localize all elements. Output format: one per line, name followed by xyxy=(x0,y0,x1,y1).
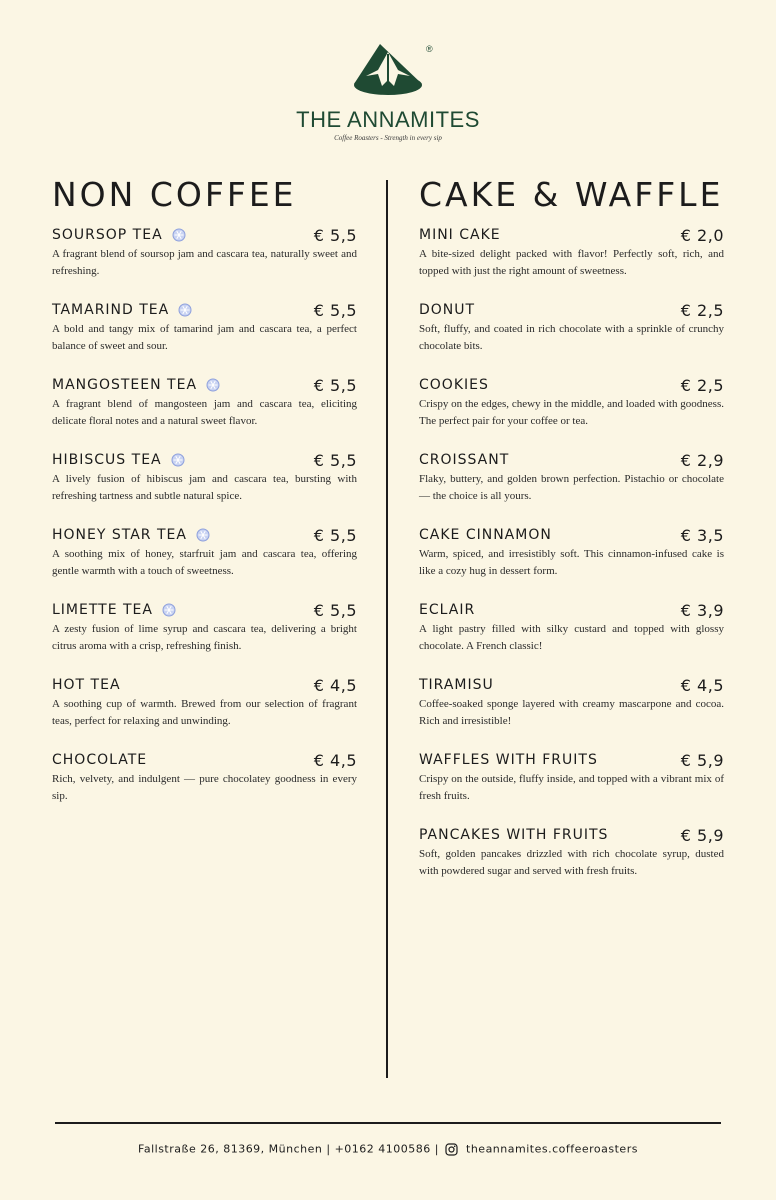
menu-item-description: Soft, fluffy, and coated in rich chocolate with a sprinkle of crunchy chocolate bits. xyxy=(419,323,724,352)
menu-item-header xyxy=(419,300,724,320)
menu-item-name-text: COOKIES xyxy=(419,377,489,393)
menu-item-header xyxy=(52,375,357,395)
menu-item-header xyxy=(419,750,724,770)
menu-item xyxy=(419,600,724,675)
menu-item-price: € 5,5 xyxy=(313,450,357,470)
menu-item-name xyxy=(52,527,210,543)
footer-address: Fallstraße 26, 81369, München xyxy=(138,1142,323,1156)
menu-list xyxy=(419,225,724,900)
menu-item-price: € 2,5 xyxy=(680,375,724,395)
menu-item-header xyxy=(52,675,357,695)
menu-item-name xyxy=(419,452,509,468)
menu-item-name xyxy=(52,377,220,393)
menu-item xyxy=(419,750,724,825)
menu-item-header xyxy=(419,375,724,395)
menu-item-description: Crispy on the outside, fluffy inside, and topped with a vibrant mix of fresh fruits. xyxy=(419,773,724,802)
menu-item-description: A soothing mix of honey, starfruit jam and cascara tea, offering gentle warmth with a touch of sweetness. xyxy=(52,548,357,577)
menu-item-name xyxy=(419,302,475,318)
menu-item-name-text: MANGOSTEEN TEA xyxy=(52,377,198,393)
menu-item-description: Flaky, buttery, and golden brown perfection. Pistachio or chocolate — the choice is all yours. xyxy=(419,473,724,502)
flower-icon xyxy=(206,378,220,392)
menu-item-name xyxy=(419,527,552,543)
menu-item-header xyxy=(419,825,724,845)
menu-item xyxy=(52,300,357,375)
menu-item xyxy=(52,225,357,300)
footer-phone: +0162 4100586 xyxy=(334,1142,431,1156)
menu-item xyxy=(419,675,724,750)
menu-item-price: € 5,5 xyxy=(313,300,357,320)
menu-item-description: A light pastry filled with silky custard and topped with glossy chocolate. A French classic! xyxy=(419,623,724,652)
menu-item-name-text: LIMETTE TEA xyxy=(52,602,153,618)
brand-logo xyxy=(0,40,776,142)
menu-item-name-text: CAKE CINNAMON xyxy=(419,527,552,543)
menu-item-price: € 4,5 xyxy=(680,675,724,695)
menu-item-name-text: MINI CAKE xyxy=(419,227,501,243)
menu-item-price: € 5,5 xyxy=(313,225,357,245)
menu-item-price: € 3,9 xyxy=(680,600,724,620)
section-title: CAKE & WAFFLE xyxy=(419,175,724,214)
flower-icon xyxy=(196,528,210,542)
menu-item-name xyxy=(52,602,176,618)
menu-item-price: € 5,5 xyxy=(313,525,357,545)
menu-item-price: € 2,5 xyxy=(680,300,724,320)
menu-item-description: A fragrant blend of soursop jam and cascara tea, naturally sweet and refreshing. xyxy=(52,248,357,277)
menu-item-name xyxy=(52,227,186,243)
menu-item-name-text: SOURSOP TEA xyxy=(52,227,163,243)
menu-item-name xyxy=(419,377,489,393)
menu-item-header xyxy=(419,600,724,620)
menu-item-description: A soothing cup of warmth. Brewed from our selection of fragrant teas, perfect for relaxing and unwinding. xyxy=(52,698,357,727)
menu-list xyxy=(52,225,357,825)
menu-item-name xyxy=(419,677,494,693)
registered-mark: ® xyxy=(426,44,433,54)
menu-item-price: € 2,9 xyxy=(680,450,724,470)
menu-item-price: € 5,5 xyxy=(313,600,357,620)
menu-item xyxy=(419,825,724,900)
menu-item-name-text: HOT TEA xyxy=(52,677,121,693)
menu-item xyxy=(52,675,357,750)
menu-item xyxy=(419,450,724,525)
column-divider xyxy=(386,180,388,1078)
menu-item-name-text: DONUT xyxy=(419,302,476,318)
flower-icon xyxy=(178,303,192,317)
menu-item-name-text: CHOCOLATE xyxy=(52,752,148,768)
footer xyxy=(0,1142,776,1156)
menu-item-header xyxy=(52,450,357,470)
menu-item-description: A bite-sized delight packed with flavor! Perfectly soft, rich, and topped with just the right amount of sweetness. xyxy=(419,248,724,277)
menu-item-name xyxy=(52,302,192,318)
menu-item xyxy=(52,375,357,450)
menu-item-description: A zesty fusion of lime syrup and cascara tea, delivering a bright citrus aroma with a crisp, refreshing finish. xyxy=(52,623,357,652)
menu-item-header xyxy=(419,525,724,545)
menu-item-name-text: HIBISCUS TEA xyxy=(52,452,162,468)
menu-item-name xyxy=(419,227,501,243)
menu-item-header xyxy=(52,525,357,545)
menu-item-header xyxy=(52,300,357,320)
cake-waffle-section xyxy=(419,175,724,900)
section-title: NON COFFEE xyxy=(52,175,297,214)
menu-item-name-text: TAMARIND TEA xyxy=(52,302,170,318)
menu-item xyxy=(52,525,357,600)
footer-instagram[interactable]: theannamites.coffeeroasters xyxy=(466,1142,638,1156)
footer-divider xyxy=(55,1122,721,1124)
footer-separator: | xyxy=(434,1142,440,1156)
menu-item xyxy=(52,600,357,675)
menu-item-price: € 5,9 xyxy=(680,750,724,770)
menu-item xyxy=(52,450,357,525)
footer-separator: | xyxy=(326,1142,331,1156)
menu-item-header xyxy=(52,225,357,245)
menu-item-description: Warm, spiced, and irresistibly soft. This cinnamon-infused cake is like a cozy hug in dessert form. xyxy=(419,548,724,577)
menu-item xyxy=(419,300,724,375)
brand-tagline: Coffee Roasters - Strength in every sip xyxy=(334,134,442,142)
menu-item-name-text: ECLAIR xyxy=(419,602,476,618)
menu-item-description: A lively fusion of hibiscus jam and cascara tea, bursting with refreshing tartness and subtle natural spice. xyxy=(52,473,357,502)
instagram-icon xyxy=(445,1143,458,1156)
menu-item-name-text: PANCAKES WITH FRUITS xyxy=(419,827,609,843)
menu-item-price: € 4,5 xyxy=(313,750,357,770)
brand-name: THE ANNAMITES xyxy=(296,107,480,132)
menu-item-header xyxy=(419,450,724,470)
menu-item-name xyxy=(419,752,598,768)
menu-item-name xyxy=(52,452,185,468)
menu-item-name-text: HONEY STAR TEA xyxy=(52,527,187,543)
menu-item-name-text: TIRAMISU xyxy=(419,677,494,693)
menu-item xyxy=(419,525,724,600)
menu-item-price: € 3,5 xyxy=(680,525,724,545)
non-coffee-section xyxy=(52,175,357,825)
menu-item xyxy=(419,225,724,300)
flower-icon xyxy=(172,228,186,242)
menu-item-header xyxy=(419,675,724,695)
menu-item-name xyxy=(52,752,147,768)
menu-item-price: € 4,5 xyxy=(313,675,357,695)
coffee-hat-icon xyxy=(338,40,438,100)
menu-item-description: A fragrant blend of mangosteen jam and cascara tea, eliciting delicate floral notes and a natural sweet flavor. xyxy=(52,398,357,427)
menu-item-name-text: WAFFLES WITH FRUITS xyxy=(419,752,598,768)
menu-item-description: Rich, velvety, and indulgent — pure chocolatey goodness in every sip. xyxy=(52,773,357,802)
menu-item-header xyxy=(419,225,724,245)
menu-item-description: Crispy on the edges, chewy in the middle, and loaded with goodness. The perfect pair for your coffee or tea. xyxy=(419,398,724,427)
menu-item-description: Soft, golden pancakes drizzled with rich chocolate syrup, dusted with powdered sugar and served with fresh fruits. xyxy=(419,848,724,877)
menu-item-header xyxy=(52,750,357,770)
menu-item-price: € 5,5 xyxy=(313,375,357,395)
menu-item-header xyxy=(52,600,357,620)
flower-icon xyxy=(171,453,185,467)
menu-item-name-text: CROISSANT xyxy=(419,452,510,468)
menu-item xyxy=(419,375,724,450)
menu-item-description: A bold and tangy mix of tamarind jam and cascara tea, a perfect balance of sweet and sour. xyxy=(52,323,357,352)
flower-icon xyxy=(162,603,176,617)
menu-item-name xyxy=(52,677,121,693)
menu-item-name xyxy=(419,602,475,618)
menu-item-description: Coffee-soaked sponge layered with creamy mascarpone and cocoa. Rich and irresistible! xyxy=(419,698,724,727)
menu-item-price: € 2,0 xyxy=(680,225,724,245)
menu-item xyxy=(52,750,357,825)
menu-item-name xyxy=(419,827,608,843)
menu-item-price: € 5,9 xyxy=(680,825,724,845)
